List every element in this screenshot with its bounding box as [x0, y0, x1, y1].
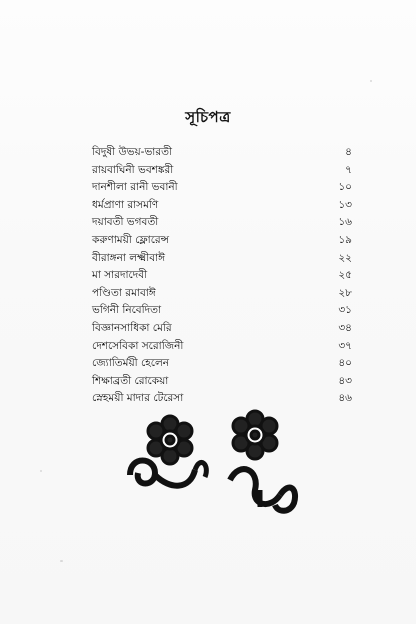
- toc-entry-page-number: ৪৬: [338, 392, 352, 405]
- toc-entry-page-number: ৩৪: [338, 321, 352, 334]
- toc-entry-title: মা সারদাদেবী: [92, 269, 148, 282]
- toc-entry-page-number: ১৬: [338, 216, 352, 229]
- toc-entry-title: ধর্মপ্রাণা রাসমণি: [92, 198, 159, 211]
- toc-entry-title: পণ্ডিতা রমাবাঈ: [92, 286, 156, 299]
- toc-entry: [92, 144, 352, 162]
- toc-entry-title: রায়বাঘিনী ভবশঙ্করী: [92, 163, 174, 176]
- toc-entry-title: শিক্ষাব্রতী রোকেয়া: [92, 374, 169, 387]
- toc-entry: [92, 302, 352, 320]
- toc-entry-title: করুণাময়ী ফ্লোরেন্স: [92, 233, 169, 246]
- toc-entry-title: জ্যোতির্ময়ী হেলেন: [92, 357, 170, 370]
- toc-entry-page-number: ২৮: [338, 286, 352, 299]
- toc-entry: [92, 338, 352, 356]
- page-title: সূচিপত্র: [185, 108, 231, 126]
- toc-entry-title: দানশীলা রানী ভবানী: [92, 181, 178, 194]
- toc-entry-page-number: ১৯: [338, 233, 352, 246]
- toc-entry-title: স্নেহময়ী মাদার টেরেসা: [92, 392, 184, 405]
- toc-entry: [92, 285, 352, 303]
- toc-entry-page-number: ৪: [345, 146, 352, 158]
- toc-entry: [92, 250, 352, 268]
- toc-entry-page-number: ৭: [345, 163, 352, 176]
- toc-entry: [92, 373, 352, 391]
- floral-ornament-icon: [110, 395, 310, 525]
- toc-entry: [92, 179, 352, 197]
- table-of-contents: [92, 144, 352, 408]
- toc-entry-page-number: ২২: [338, 251, 352, 264]
- toc-entry: [92, 162, 352, 180]
- paper-speck: [40, 470, 42, 472]
- toc-entry-page-number: ৩৭: [338, 339, 352, 352]
- toc-entry-title: দেশসেবিকা সরোজিনী: [92, 339, 184, 352]
- toc-entry-page-number: ৩১: [338, 304, 352, 317]
- toc-entry-title: বিদুষী উভয়-ভারতী: [92, 146, 172, 158]
- toc-entry: [92, 355, 352, 373]
- toc-entry-title: ভগিনী নিবেদিতা: [92, 304, 162, 317]
- toc-entry-page-number: ২৫: [338, 269, 352, 282]
- toc-entry-title: বিজ্ঞানসাধিকা মেরি: [92, 321, 172, 334]
- toc-entry: [92, 320, 352, 338]
- toc-entry: [92, 267, 352, 285]
- toc-entry: [92, 232, 352, 250]
- paper-speck: [370, 80, 372, 82]
- toc-entry: [92, 214, 352, 232]
- toc-entry-page-number: ১৩: [338, 198, 352, 211]
- toc-entry-page-number: ১০: [338, 181, 352, 194]
- toc-entry-title: বীরাঙ্গনা লক্ষ্মীবাঈ: [92, 251, 165, 264]
- toc-entry-page-number: ৪০: [338, 357, 352, 370]
- toc-entry-title: দয়াবতী ভগবতী: [92, 216, 159, 229]
- paper-speck: [60, 560, 63, 562]
- toc-entry-page-number: ৪৩: [338, 374, 352, 387]
- toc-entry: [92, 197, 352, 215]
